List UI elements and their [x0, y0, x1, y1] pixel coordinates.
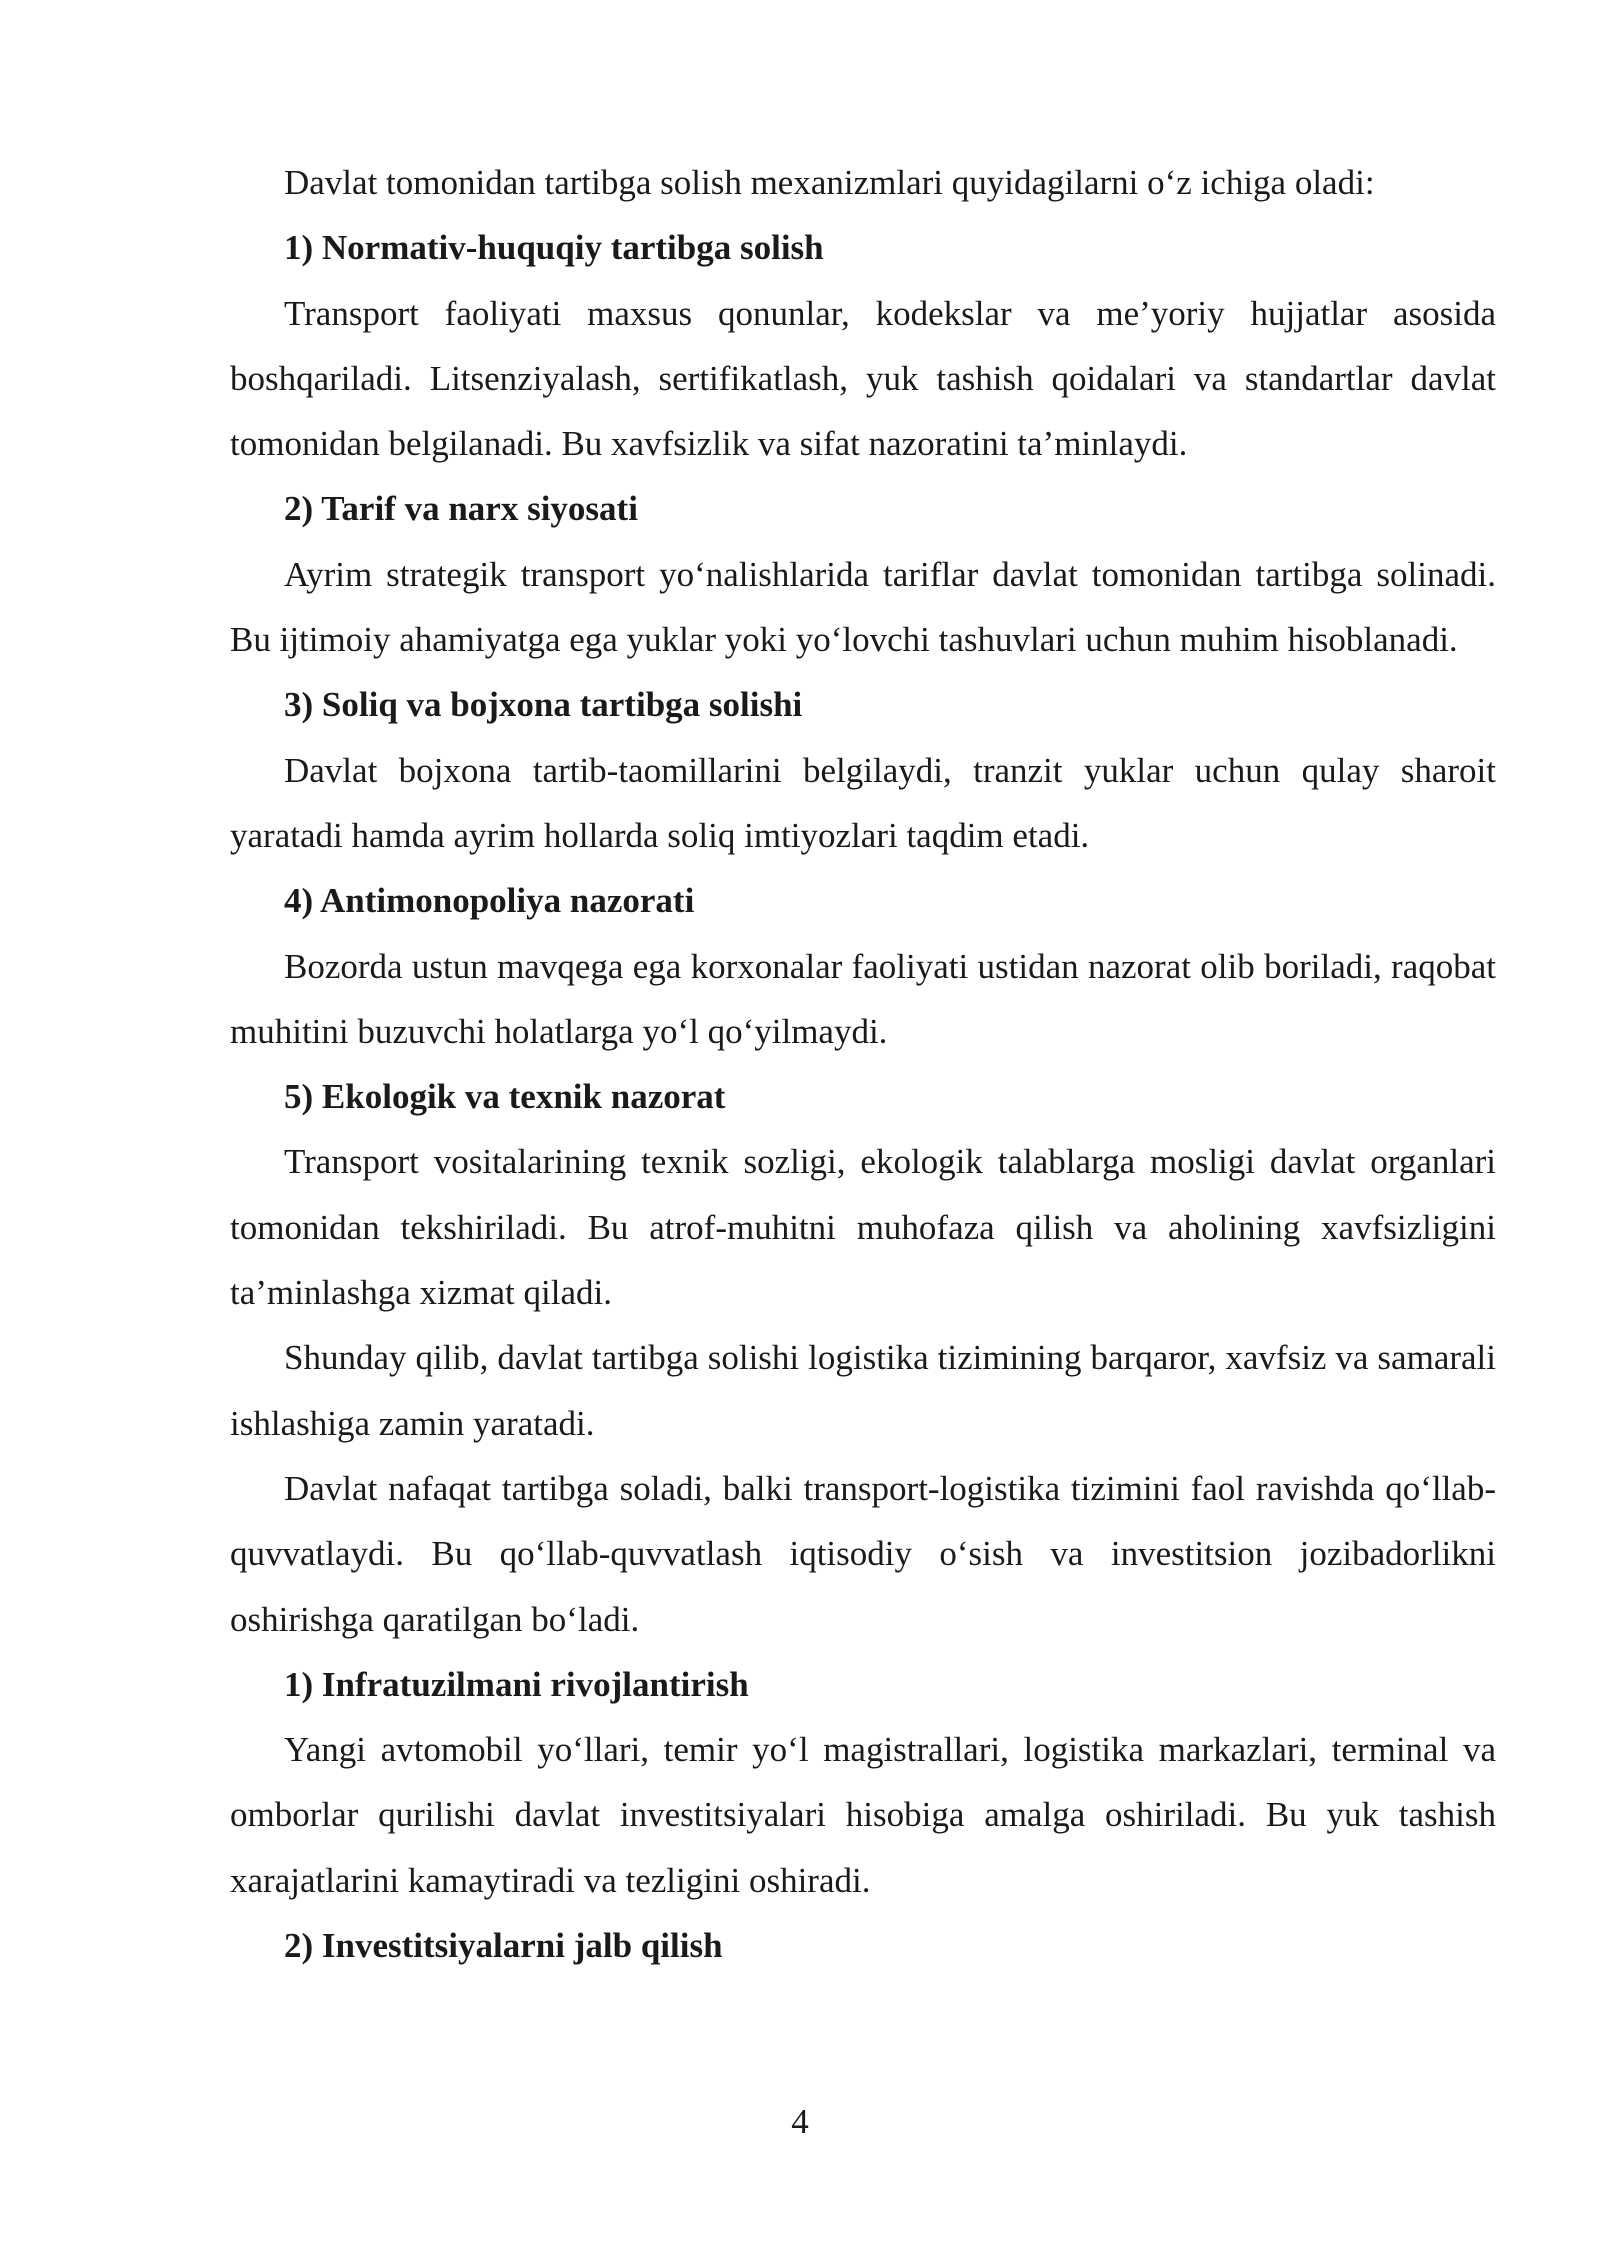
section-text-normative: Transport faoliyati maxsus qonunlar, kodekslar va me’yoriy hujjatlar asosida boshqariladi. Litsenziyalash, sertifikatlash, yuk tashish qoidalari va standartlar davlat tomonidan belgilanadi. Bu xavfsizlik va sifat nazoratini ta’minlaydi. [230, 293, 1496, 464]
support-heading-investment: 2) Investitsiyalarni jalb qilish [284, 1926, 723, 1966]
section-heading-antimonopoly: 4) Antimonopoliya nazorati [284, 881, 695, 921]
support-heading-infrastructure: 1) Infratuzilmani rivojlantirish [284, 1664, 749, 1704]
conclusion-paragraph: Shunday qilib, davlat tartibga solishi logistika tizimining barqaror, xavfsiz va samarali ishlashiga zamin yaratadi. [230, 1338, 1496, 1443]
section-text-tariff: Ayrim strategik transport yo‘nalishlarida tariflar davlat tomonidan tartibga solinadi. Bu ijtimoiy ahamiyatga ega yuklar yoki yo‘lovchi tashuvlari uchun muhim hisoblanadi. [230, 554, 1496, 660]
support-text-infrastructure: Yangi avtomobil yo‘llari, temir yo‘l magistrallari, logistika markazlari, terminal va omborlar qurilishi davlat investitsiyalari hisobiga amalga oshiriladi. Bu yuk tashish xarajatlarini kamaytiradi va tezligini oshiradi. [230, 1730, 1496, 1900]
page-number: 4 [791, 2102, 809, 2141]
support-intro-paragraph: Davlat nafaqat tartibga soladi, balki transport-logistika tizimini faol ravishda qo‘llab-quvvatlaydi. Bu qo‘llab-quvvatlash iqtisodiy o‘sish va investitsion jozibadorlikni oshirishga qaratilgan bo‘ladi. [230, 1468, 1496, 1639]
document-page [230, 150, 1496, 1978]
section-heading-tariff: 2) Tarif va narx siyosati [284, 489, 638, 529]
section-text-tax-customs: Davlat bojxona tartib-taomillarini belgilaydi, tranzit yuklar uchun qulay sharoit yaratadi hamda ayrim hollarda soliq imtiyozlari taqdim etadi. [230, 750, 1496, 855]
section-heading-tax-customs: 3) Soliq va bojxona tartibga solishi [284, 685, 803, 725]
section-text-antimonopoly: Bozorda ustun mavqega ega korxonalar faoliyati ustidan nazorat olib boriladi, raqobat muhitini buzuvchi holatlarga yo‘l qo‘yilmaydi. [230, 946, 1496, 1051]
section-text-ecology: Transport vositalarining texnik sozligi, ekologik talablarga mosligi davlat organlari tomonidan tekshiriladi. Bu atrof-muhitni muhofaza qilish va aholining xavfsizligini ta’minlashga xizmat qiladi. [230, 1142, 1496, 1313]
section-heading-normative: 1) Normativ-huquqiy tartibga solish [284, 228, 824, 268]
intro-paragraph: Davlat tomonidan tartibga solish mexanizmlari quyidagilarni o‘z ichiga oladi: [284, 163, 1375, 202]
section-heading-ecology: 5) Ekologik va texnik nazorat [284, 1077, 726, 1117]
